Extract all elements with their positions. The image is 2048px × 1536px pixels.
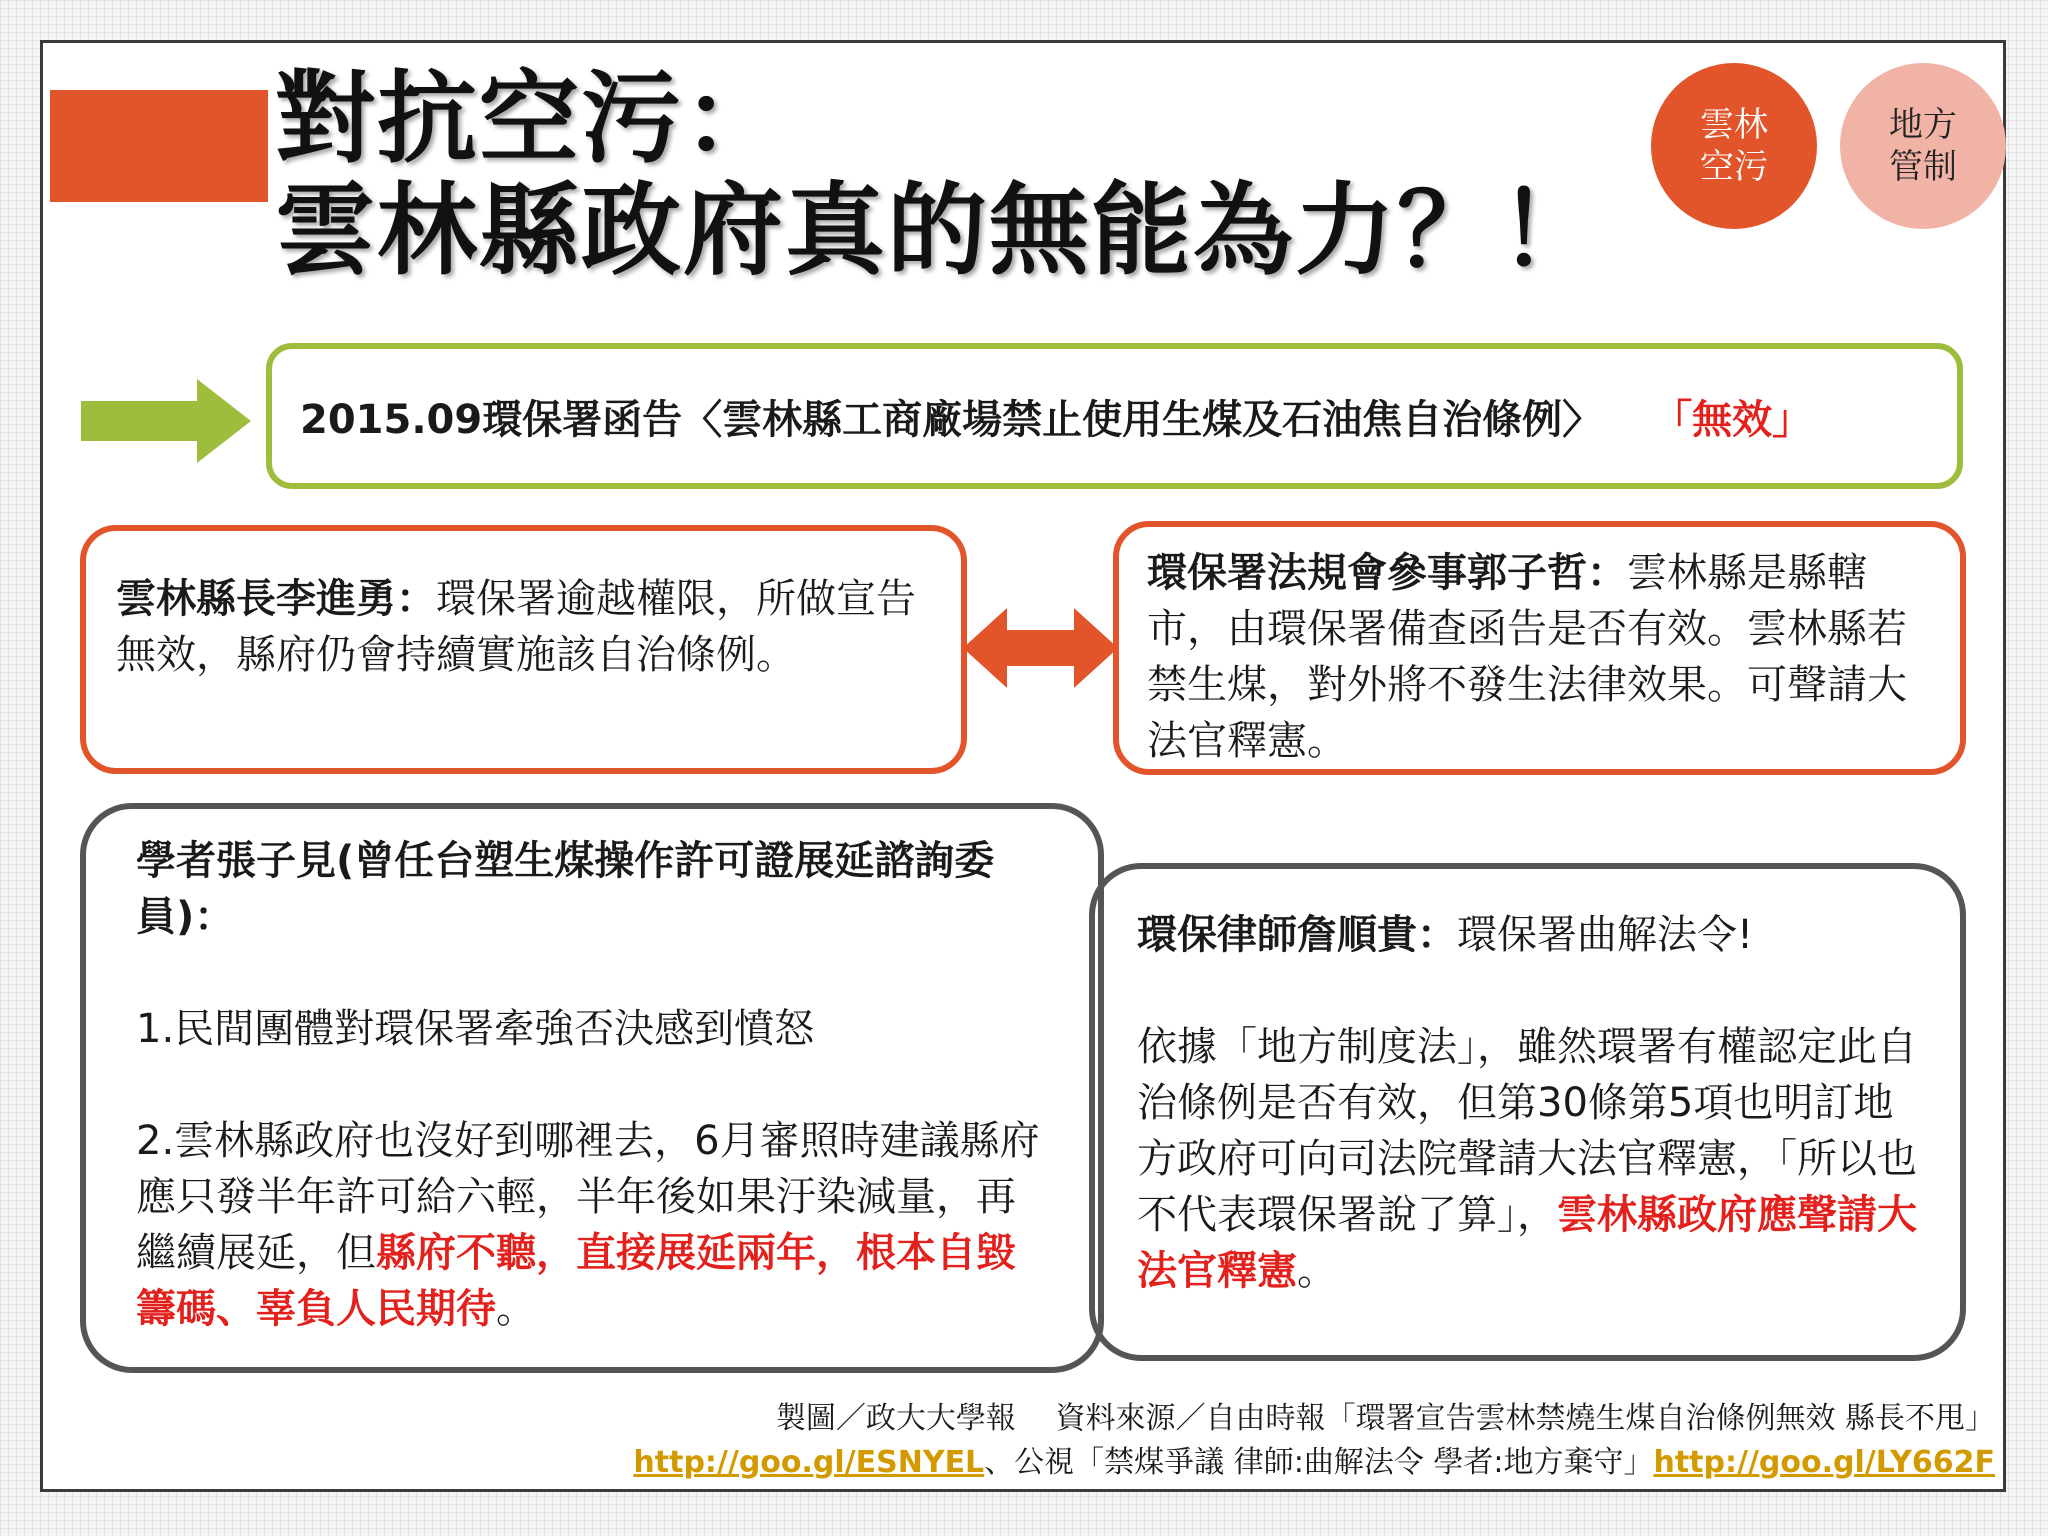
scholar-point-2-end: 。 [496,1286,536,1332]
headline-box [266,343,1963,489]
headline-text: 2015.09環保署函告〈雲林縣工商廠場禁止使用生煤及石油焦自治條例〉 [300,396,1603,443]
tag-local-regulation: 地方 管制 [1840,63,2006,229]
lawyer-end: 。 [1297,1248,1337,1294]
county-head-speaker: 雲林縣長李進勇： [116,576,436,622]
tag-yunlin-air-pollution: 雲林 空污 [1651,63,1817,229]
double-arrow-icon [963,608,1118,688]
county-head-text: 環保署逾越權限，所做宣告無效，縣府仍會持續實施該自治條例。 [116,576,916,678]
epa-official-quote-box [1113,521,1966,775]
footer-credit: 製圖／政大大學報 資料來源／自由時報「環署宣告雲林禁燒生煤自治條例無效 縣長不甩」 [775,1401,1995,1436]
lawyer-highlight: 雲林縣政府應聲請大法官釋憲 [1137,1192,1917,1294]
scholar-point-1: 1.民間團體對環保署牽強否決感到憤怒 [136,1006,815,1052]
title-line-2: 雲林縣政府真的無能為力？！ [275,172,1601,289]
lawyer-headline: 環保署曲解法令! [1457,912,1754,958]
scholar-point-2-highlight: 縣府不聽，直接展延兩年，根本自毀籌碼、辜負人民期待 [136,1230,1016,1332]
scholar-point-2: 2.雲林縣政府也沒好到哪裡去，6月審照時建議縣府應只發半年許可給六輕，半年後如果汙染減量，再繼續展延，但 [136,1118,1040,1276]
footer-mid: 、公視「禁煤爭議 律師:曲解法令 學者:地方棄守」 [984,1445,1654,1480]
lawyer-quote-box [1089,863,1966,1361]
title-line-1: 對抗空污： [275,60,785,177]
epa-official-speaker: 環保署法規會參事郭子哲： [1147,550,1627,596]
source-link-1[interactable]: http://goo.gl/ESNYEL [633,1445,985,1480]
scholar-quote-box [80,803,1104,1373]
scholar-speaker: 學者張子見(曾任台塑生煤操作許可證展延諮詢委員)： [136,838,995,940]
right-arrow-icon [81,379,251,463]
title-accent-block [50,90,268,202]
slide [40,40,2006,1492]
source-footer [587,1397,1995,1485]
county-head-quote-box [80,525,967,774]
page-title [275,60,1775,289]
source-link-2[interactable]: http://goo.gl/LY662F [1653,1445,1995,1480]
lawyer-text: 依據「地方制度法」，雖然環署有權認定此自治條例是否有效，但第30條第5項也明訂地方政府可向司法院聲請大法官釋憲，「所以也不代表環保署說了算」， [1137,1024,1917,1238]
headline-verdict: 「無效」 [1652,396,1813,443]
epa-official-text: 雲林縣是縣轄市，由環保署備查函告是否有效。雲林縣若禁生煤，對外將不發生法律效果。可聲請大法官釋憲。 [1147,550,1907,764]
lawyer-speaker: 環保律師詹順貴： [1137,912,1457,958]
